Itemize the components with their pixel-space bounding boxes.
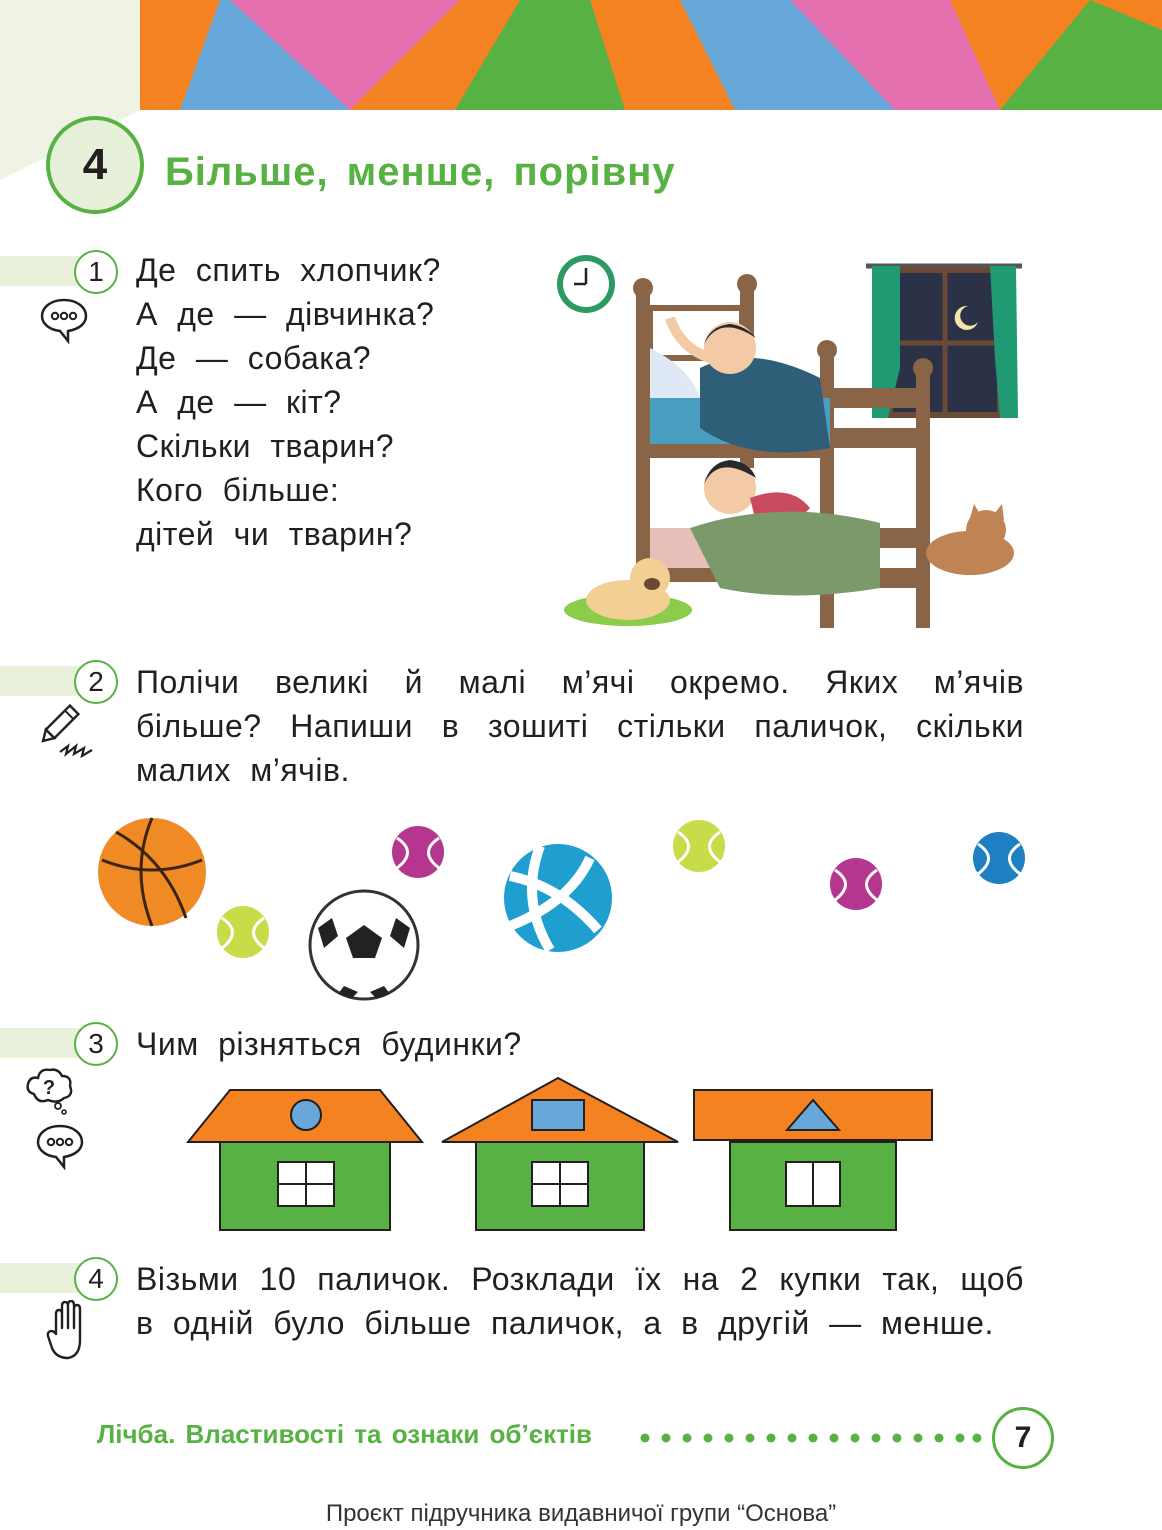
tennis-ball: [673, 820, 725, 872]
lesson-number: 4: [46, 116, 144, 214]
question-cloud-icon: [22, 1064, 76, 1118]
question-line: Кого більше:: [136, 472, 340, 508]
soccer-ball: [310, 891, 418, 999]
task-1-questions: [136, 248, 536, 556]
task-2-number: 2: [74, 660, 118, 704]
clock-icon: [557, 255, 615, 313]
task-2-text: Полічи великі й малі м’ячі окремо. Яких м’ячів більше? Напиши в зошиті стільки паличок, скільки малих м’ячів.: [136, 664, 1024, 788]
question-line: дітей чи тварин?: [136, 516, 413, 552]
question-line: А де — кіт?: [136, 384, 342, 420]
section-title: Лічба. Властивості та ознаки об’єктів: [97, 1419, 593, 1449]
task-4-text: Візьми 10 паличок. Розклади їх на 2 купки так, щоб в одній було більше паличок, а в другій — менше.: [136, 1261, 1024, 1341]
speech-bubble-icon: [34, 1122, 86, 1170]
house-1: [188, 1090, 422, 1230]
task-3-number: 3: [74, 1022, 118, 1066]
girl: [690, 460, 880, 596]
question-line: А де — дівчинка?: [136, 296, 435, 332]
svg-text:?: ?: [42, 1077, 56, 1099]
tennis-ball: [830, 858, 882, 910]
tennis-ball: [973, 832, 1025, 884]
dotted-leader: [637, 1428, 982, 1448]
task-1-number: 1: [74, 250, 118, 294]
bedroom-illustration: [550, 248, 1030, 638]
tennis-ball: [217, 906, 269, 958]
house-3: [694, 1090, 932, 1230]
cat: [926, 504, 1014, 575]
basketball: [98, 818, 206, 926]
task-4-number: 4: [74, 1257, 118, 1301]
question-line: Скільки тварин?: [136, 428, 395, 464]
pencil-icon: [38, 702, 94, 760]
speech-bubble-icon: [38, 296, 90, 344]
tennis-ball: [392, 826, 444, 878]
task-3-text: Чим різняться будинки?: [136, 1026, 522, 1062]
volleyball: [504, 844, 612, 952]
question-line: Де спить хлопчик?: [136, 252, 441, 288]
house-2: [442, 1078, 678, 1230]
page-number: 7: [992, 1407, 1054, 1469]
hand-icon: [46, 1300, 92, 1362]
publisher-credit: Проєкт підручника видавничої групи “Основа”: [325, 1500, 837, 1527]
lesson-title: Більше, менше, порівну: [165, 150, 676, 194]
question-line: Де — собака?: [136, 340, 372, 376]
balls-illustration: [90, 810, 1040, 1010]
houses-illustration: [186, 1074, 938, 1234]
top-banner: [0, 0, 1162, 110]
